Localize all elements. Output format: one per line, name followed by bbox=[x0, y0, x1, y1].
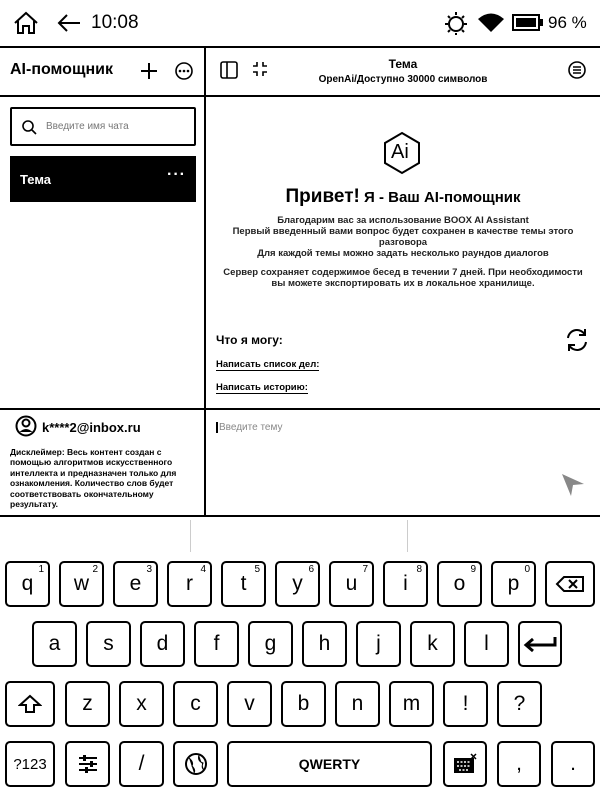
capability-todo-link[interactable]: Написать список дел: bbox=[216, 359, 320, 370]
key-label: w bbox=[73, 572, 90, 595]
brightness-icon[interactable] bbox=[444, 11, 468, 35]
chat-search-input[interactable] bbox=[10, 107, 196, 146]
ai-logo: Ai bbox=[383, 131, 421, 175]
key-label: q bbox=[21, 572, 34, 595]
key-o[interactable] bbox=[437, 561, 482, 607]
wifi-icon[interactable] bbox=[477, 12, 505, 34]
key-label: i bbox=[403, 572, 408, 595]
user-avatar-icon bbox=[15, 415, 37, 437]
enter-key[interactable] bbox=[518, 621, 562, 667]
globe-icon bbox=[184, 752, 208, 776]
key-u[interactable] bbox=[329, 561, 374, 607]
key-label: p bbox=[507, 572, 520, 595]
key-n[interactable] bbox=[335, 681, 380, 727]
key-i[interactable] bbox=[383, 561, 428, 607]
key-number: 3 bbox=[146, 564, 152, 575]
key-period[interactable] bbox=[551, 741, 595, 787]
key-g[interactable] bbox=[248, 621, 293, 667]
key-label: s bbox=[103, 632, 114, 655]
refresh-icon[interactable] bbox=[564, 327, 590, 353]
key-label: . bbox=[570, 752, 576, 775]
key-p[interactable] bbox=[491, 561, 536, 607]
key-number: 6 bbox=[308, 564, 314, 575]
space-key[interactable] bbox=[227, 741, 432, 787]
key-label: l bbox=[484, 632, 489, 655]
key-label: y bbox=[292, 572, 303, 595]
key-label: a bbox=[48, 632, 61, 655]
search-icon bbox=[21, 119, 37, 135]
message-input[interactable] bbox=[206, 410, 600, 514]
key-label: ?123 bbox=[13, 755, 47, 773]
key-a[interactable] bbox=[32, 621, 77, 667]
key-q[interactable] bbox=[5, 561, 50, 607]
capability-story-link[interactable]: Написать историю: bbox=[216, 382, 308, 393]
clock: 10:08 bbox=[91, 12, 139, 33]
key-b[interactable] bbox=[281, 681, 326, 727]
capabilities-title: Что я могу: bbox=[216, 333, 283, 347]
language-key[interactable] bbox=[173, 741, 218, 787]
more-options-icon[interactable] bbox=[174, 61, 194, 81]
key-number: 0 bbox=[524, 564, 530, 575]
greeting: Привет! Я - Ваш AI-помощник bbox=[285, 186, 521, 207]
key-slash[interactable] bbox=[119, 741, 164, 787]
key-label: h bbox=[318, 632, 331, 655]
server-note: Сервер сохраняет содержимое бесед в течении 7 дней. При необходимости вы можете экспортировать их в локальное хранилище. bbox=[223, 267, 583, 289]
key-r[interactable] bbox=[167, 561, 212, 607]
key-v[interactable] bbox=[227, 681, 272, 727]
key-t[interactable] bbox=[221, 561, 266, 607]
chat-title: Тема bbox=[388, 57, 418, 71]
key-label: r bbox=[186, 572, 193, 595]
symbols-key[interactable] bbox=[5, 741, 55, 787]
key-label: e bbox=[129, 572, 142, 595]
menu-icon[interactable] bbox=[567, 60, 587, 80]
shift-key[interactable] bbox=[5, 681, 55, 727]
topic-item[interactable] bbox=[10, 156, 196, 202]
welcome-info: Благодарим вас за использование BOOX AI Assistant Первый введенный вами вопрос будет сохранен в качестве темы этого разговора Для каждой темы можно задать несколько раундов диалогов bbox=[232, 215, 574, 259]
shift-icon bbox=[18, 694, 42, 714]
battery-icon bbox=[512, 14, 544, 31]
key-label: g bbox=[264, 632, 277, 655]
hide-keyboard-key[interactable] bbox=[443, 741, 487, 787]
key-label: QWERTY bbox=[298, 756, 361, 772]
key-label: v bbox=[244, 692, 255, 715]
key-number: 2 bbox=[92, 564, 98, 575]
enter-icon bbox=[523, 635, 557, 653]
user-email: k****2@inbox.ru bbox=[42, 420, 141, 435]
key-label: j bbox=[376, 632, 381, 655]
key-y[interactable] bbox=[275, 561, 320, 607]
send-icon[interactable] bbox=[560, 472, 586, 498]
key-number: 5 bbox=[254, 564, 260, 575]
keyboard-settings-key[interactable] bbox=[65, 741, 110, 787]
key-label: k bbox=[427, 632, 438, 655]
key-label: x bbox=[136, 692, 147, 715]
home-icon[interactable] bbox=[13, 11, 39, 35]
disclaimer: Дисклеймер: Весь контент создан с помощью алгоритмов искусственного интеллекта и предназначен только для ознакомления. Количество слов будет соответствовать окончательному результату. bbox=[10, 447, 177, 510]
key-label: m bbox=[402, 692, 421, 715]
topic-label: Тема bbox=[20, 172, 52, 187]
key-k[interactable] bbox=[410, 621, 455, 667]
backspace-key[interactable] bbox=[545, 561, 595, 607]
key-label: t bbox=[240, 572, 247, 595]
key-label: u bbox=[345, 572, 358, 595]
key-x[interactable] bbox=[119, 681, 164, 727]
backspace-icon bbox=[555, 575, 585, 593]
key-s[interactable] bbox=[86, 621, 131, 667]
key-number: 9 bbox=[470, 564, 476, 575]
key-comma[interactable] bbox=[497, 741, 541, 787]
key-w[interactable] bbox=[59, 561, 104, 607]
key-f[interactable] bbox=[194, 621, 239, 667]
settings-sliders-icon bbox=[78, 755, 98, 773]
battery-percent: 96 % bbox=[548, 13, 587, 32]
key-number: 1 bbox=[38, 564, 44, 575]
key-label: f bbox=[213, 632, 220, 655]
keyboard-icon bbox=[453, 753, 477, 775]
key-label: / bbox=[138, 752, 145, 775]
key-![interactable] bbox=[443, 681, 488, 727]
key-d[interactable] bbox=[140, 621, 185, 667]
key-number: 7 bbox=[362, 564, 368, 575]
chat-subtitle: OpenAi/Доступно 30000 символов bbox=[318, 74, 488, 85]
key-l[interactable] bbox=[464, 621, 509, 667]
sidebar-title: AI-помощник bbox=[10, 61, 113, 78]
key-j[interactable] bbox=[356, 621, 401, 667]
key-c[interactable] bbox=[173, 681, 218, 727]
key-label: , bbox=[516, 752, 522, 775]
key-label: n bbox=[351, 692, 364, 715]
search-placeholder: Введите имя чата bbox=[46, 121, 129, 132]
add-chat-icon[interactable] bbox=[140, 62, 158, 80]
key-label: z bbox=[82, 692, 93, 715]
key-label: b bbox=[297, 692, 310, 715]
key-h[interactable] bbox=[302, 621, 347, 667]
key-label: ! bbox=[462, 692, 469, 715]
topic-more-button[interactable]: ··· bbox=[167, 166, 186, 183]
key-label: d bbox=[156, 632, 169, 655]
key-e[interactable] bbox=[113, 561, 158, 607]
key-label: c bbox=[190, 692, 201, 715]
key-number: 4 bbox=[200, 564, 206, 575]
key-?[interactable] bbox=[497, 681, 542, 727]
key-label: o bbox=[453, 572, 466, 595]
key-label: ? bbox=[513, 692, 526, 715]
status-bar bbox=[0, 0, 600, 46]
key-number: 8 bbox=[416, 564, 422, 575]
message-placeholder: Введите тему bbox=[216, 422, 282, 433]
key-m[interactable] bbox=[389, 681, 434, 727]
back-arrow-icon[interactable] bbox=[56, 13, 82, 33]
key-z[interactable] bbox=[65, 681, 110, 727]
